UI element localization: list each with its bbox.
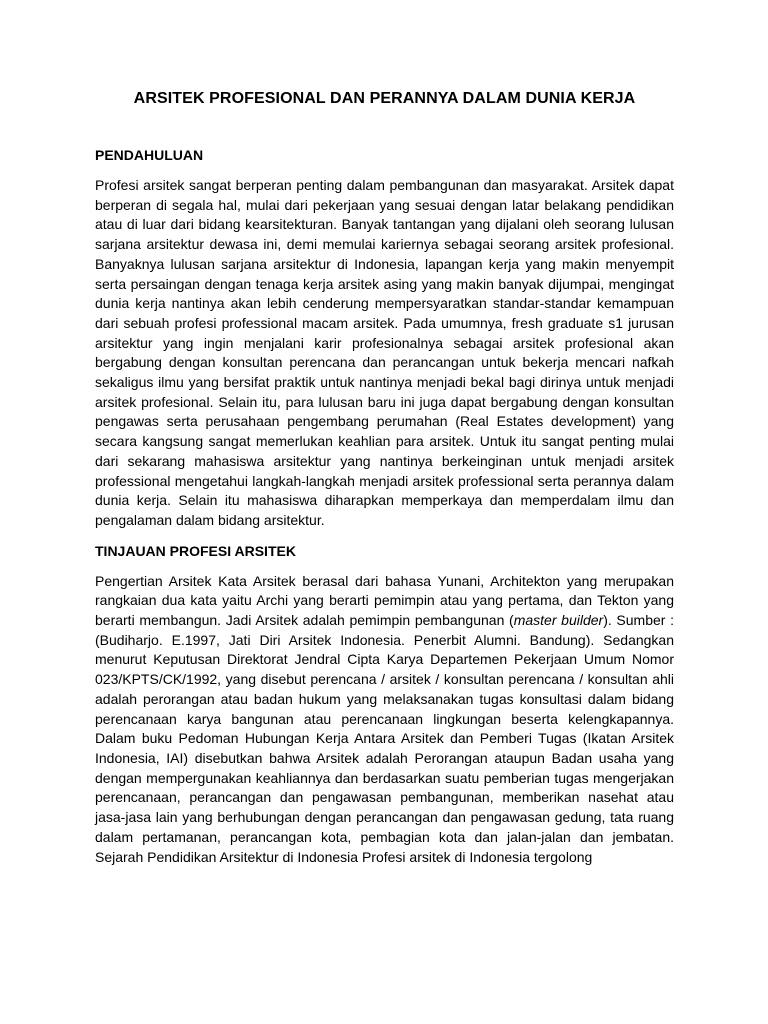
paragraph-pendahuluan: Profesi arsitek sangat berperan penting dalam pembangunan dan masyarakat. Arsitek dapat berperan di segala hal, mulai dari pekerjaan yang sesuai dengan latar belakang pendidikan atau di luar dari bidang kearsitekturan. Banyak tantangan yang dijalani oleh seorang lulusan sarjana arsitektur dewasa ini, demi memulai kariernya sebagai seorang arsitek profesional. Banyaknya lulusan sarjana arsitektur di Indonesia, lapangan kerja yang makin menyempit serta persaingan dengan tenaga kerja arsitek asing yang makin banyak dijumpai, mengingat dunia kerja nantinya akan lebih cenderung mempersyaratkan standar-standar kemampuan dari sebuah profesi professional macam arsitek. Pada umumnya, fresh graduate s1 jurusan arsitektur yang ingin menjalani karir profesionalnya sebagai arsitek profesional akan bergabung dengan konsultan perencana dan perancangan untuk bekerja mencari nafkah sekaligus ilmu yang bersifat praktik untuk nantinya menjadi bekal bagi dirinya untuk menjadi arsitek profesional. Selain itu, para lulusan baru ini juga dapat bergabung dengan konsultan pengawas serta perusahaan pengembang perumahan (Real Estates development) yang secara kangsung sangat memerlukan keahlian para arsitek. Untuk itu sangat penting mulai dari sekarang mahasiswa arsitektur yang nantinya berkeinginan untuk menjadi arsitek professional mengetahui langkah-langkah menjadi arsitek professional serta perannya dalam dunia kerja. Selain itu mahasiswa diharapkan memperkaya dan memperdalam ilmu dan pengalaman dalam bidang arsitektur. [95,177,674,528]
document-title: ARSITEK PROFESIONAL DAN PERANNYA DALAM DUNIA KERJA [133,90,636,107]
paragraph-tinjauan-italic-term: master builder [513,612,604,629]
section-heading-tinjauan: TINJAUAN PROFESI ARSITEK [95,542,296,559]
section-heading-pendahuluan: PENDAHULUAN [95,147,204,163]
paragraph-tinjauan [95,572,674,868]
paragraph-tinjauan-part-1: Pengertian Arsitek Kata Arsitek berasal dari bahasa Yunani, Architekton yang merupakan rangkaian dua kata yaitu Archi yang berarti pemimpin atau yang pertama, dan Tekton yang berarti membangun. Jadi Arsitek adalah pemimpin pembangunan ( [95,572,674,629]
paragraph-tinjauan-part-2: ). Sumber : (Budiharjo. E.1997, Jati Diri Arsitek Indonesia. Penerbit Alumni. Bandung). Sedangkan menurut Keputusan Direktorat Jendral Cipta Karya Departemen Pekerjaan Umum Nomor 023/KPTS/CK/1992, yang disebut perencana / arsitek / konsultan perencana / konsultan ahli adalah perorangan atau badan hukum yang melaksanakan tugas konsultasi dalam bidang perencanaan karya bangunan atau perencanaan lingkungan beserta kelengkapannya. Dalam buku Pedoman Hubungan Kerja Antara Arsitek dan Pemberi Tugas (Ikatan Arsitek Indonesia, IAI) disebutkan bahwa Arsitek adalah Perorangan ataupun Badan usaha yang dengan mempergunakan keahliannya dan berdasarkan suatu pemberian tugas mengerjakan perencanaan, perancangan dan pengawasan pembangunan, memberikan nasehat atau jasa-jasa lain yang berhubungan dengan perancangan dan pengawasan gedung, tata ruang dalam pertamanan, perancangan kota, pembagian kota dan jalan-jalan dan jembatan. Sejarah Pendidikan Arsitektur di Indonesia Profesi arsitek di Indonesia tergolong [95,612,674,865]
